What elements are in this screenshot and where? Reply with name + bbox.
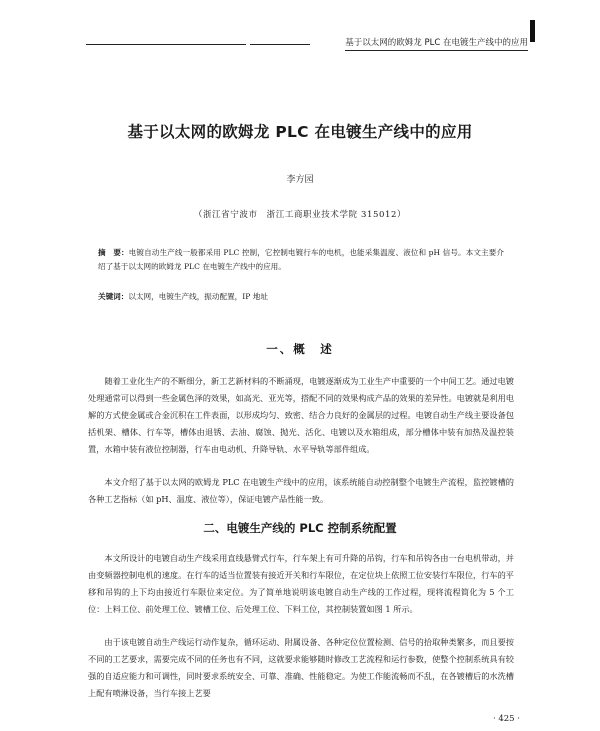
section-heading-plc-config: 二、电镀生产线的 PLC 控制系统配置 — [203, 521, 397, 535]
author: 李方园 — [286, 175, 314, 185]
abstract-label: 摘 要： — [98, 248, 129, 257]
body-paragraph: 随着工业化生产的不断细分，新工艺新材料的不断涌现，电镀逐渐成为工业生产中重要的一个中间工艺。通过电镀处理通常可以得到一些金属色泽的效果，如高光、亚光等，搭配不同的效果构成产品的效果的差异性。电镀就是利用电解的方式使金属或合金沉积在工件表面，以形成均匀、致密、结合力良好的金属层的过程。电镀自动生产线主要设备包括机架、槽体、行车等，槽体由退锈、去油、腐蚀、抛光、活化、电镀以及水箱组成，部分槽体中装有加热及温控装置，水箱中装有液位控制器，行车由电动机、升降导轨、水平导轨等部件组成。 — [88, 376, 514, 454]
header-rule — [86, 44, 246, 45]
page-number: · 425 · — [492, 714, 520, 724]
header-edge-bar — [530, 20, 535, 42]
keywords-label: 关键词： — [98, 292, 129, 301]
body-paragraph: 本文所设计的电镀自动生产线采用直线悬臂式行车，行车架上有可升降的吊钩，行车和吊钩各由一台电机带动，并由变频器控制电机的速度。在行车的适当位置装有接近开关和行车限位，在定位块上依照工位安装行车限位，行车的平移和吊钩的上下均由接近行车限位来定位。为了简单地说明该电镀自动生产线的工作过程，现将流程简化为 5 个工位：上料工位、前处理工位、镀槽工位、后处理工位、下料工位，其控制装置如图 1 所示。 — [88, 553, 514, 614]
body-paragraph: 本文介绍了基于以太网的欧姆龙 PLC 在电镀生产线中的应用，该系统能自动控制整个电镀生产流程，监控镀槽的各种工艺指标（如 pH、温度、液位等），保证电镀产品性能一致。 — [88, 477, 514, 504]
abstract — [98, 246, 504, 274]
body-paragraph: 由于该电镀自动生产线运行动作复杂，循环运动、附属设备、各种定位位置检测、信号的拾取种类繁多，而且要按不同的工艺要求，需要完成不同的任务也有不同，这就要求能够随时修改工艺流程和运行参数，使整个控制系统具有较强的自适应能力和可调性，同时要求系统安全、可靠、准确、性能稳定。为使工作能流畅而不乱，在各镀槽后的水洗槽上配有喷淋设备，当行车接上艺要 — [88, 637, 514, 698]
keywords-text: 以太网，电镀生产线，振动配置，IP 地址 — [128, 292, 268, 301]
abstract-text: 电镀自动生产线一般都采用 PLC 控制，它控制电镀行车的电机，也能采集温度、液位和 pH 信号。本文主要介绍了基于以太网的欧姆龙 PLC 在电镀生产线中的应用。 — [98, 248, 505, 271]
keywords — [98, 290, 504, 304]
header-rule-short — [250, 44, 310, 45]
running-head: 基于以太网的欧姆龙 PLC 在电镀生产线中的应用 — [345, 36, 528, 51]
affiliation: （浙江省宁波市 浙江工商职业技术学院 315012） — [193, 210, 407, 220]
page-title: 基于以太网的欧姆龙 PLC 在电镀生产线中的应用 — [127, 123, 473, 141]
section-heading-overview: 一、概 述 — [266, 342, 334, 356]
